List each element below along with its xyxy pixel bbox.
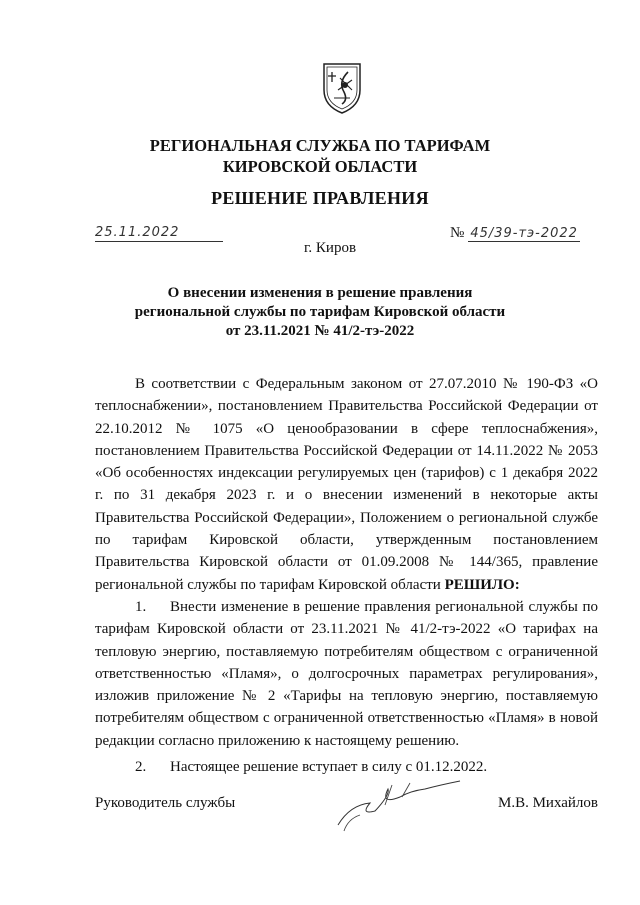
signer-name: М.В. Михайлов <box>497 795 598 811</box>
signer-position: Руководитель службы <box>95 795 236 811</box>
handwritten-signature <box>330 775 470 835</box>
agency-line-2: КИРОВСКОЙ ОБЛАСТИ <box>222 157 418 176</box>
list-item <box>95 596 598 752</box>
item-text: Внести изменение в решение правления региональной службы по тарифам Кировской области от 23.11.2021 № 41/2-тэ-2022 «О тарифах на тепловую энергию, поставляемую потребителям обществом с ограниченной ответственностью «Пламя», о долгосрочных параметрах регулирования», изложив приложение № 2 «Тарифы на тепловую энергию, поставляемую потребителям обществом с ограниченной ответственностью «Пламя» в новой редакции согласно приложению к настоящему решению. <box>95 598 598 749</box>
agency-name <box>0 135 640 177</box>
agency-line-1: РЕГИОНАЛЬНАЯ СЛУЖБА ПО ТАРИФАМ <box>149 136 491 155</box>
preamble-text: В соответствии с Федеральным законом от 27.07.2010 № 190-ФЗ «О теплоснабжении», постановлением Правительства Российской Федерации от 22.10.2012 № 1075 «О ценообразовании в сфере теплоснабжения», постановлением Правительства Российской Федерации от 14.11.2022 № 2053 «Об особенностях индексации регулируемых цен (тарифов) с 1 декабря 2022 г. по 31 декабря 2023 г. и о внесении изменений в некоторые акты Правительства Российской Федерации», Положением о региональной службе по тарифам Кировской области, утвержденным постановлением Правительства Кировской области от 01.09.2008 № 144/365, правление региональной службы по тарифам Кировской области <box>95 376 598 593</box>
number-value: 45/39-тэ-2022 <box>470 226 578 241</box>
city: г. Киров <box>303 240 357 256</box>
item-number: 1. <box>135 598 147 615</box>
item-number: 2. <box>135 759 147 776</box>
preamble-paragraph <box>95 373 598 596</box>
subject <box>0 284 640 341</box>
subject-line-3: от 23.11.2021 № 41/2-тэ-2022 <box>225 323 415 339</box>
number-label: № <box>450 225 466 241</box>
decision-title: РЕШЕНИЕ ПРАВЛЕНИЯ <box>211 188 429 208</box>
subject-line-1: О внесении изменения в решение правления <box>167 285 473 301</box>
decision-number <box>450 225 600 241</box>
item-text: Настоящее решение вступает в силу с 01.12.2022. <box>170 759 488 776</box>
resolved-keyword: РЕШИЛО: <box>444 576 520 593</box>
document-body <box>95 373 598 778</box>
decision-date: 25.11.2022 <box>95 225 223 242</box>
coat-of-arms-icon <box>318 60 366 116</box>
subject-line-2: региональной службы по тарифам Кировской области <box>134 304 506 320</box>
